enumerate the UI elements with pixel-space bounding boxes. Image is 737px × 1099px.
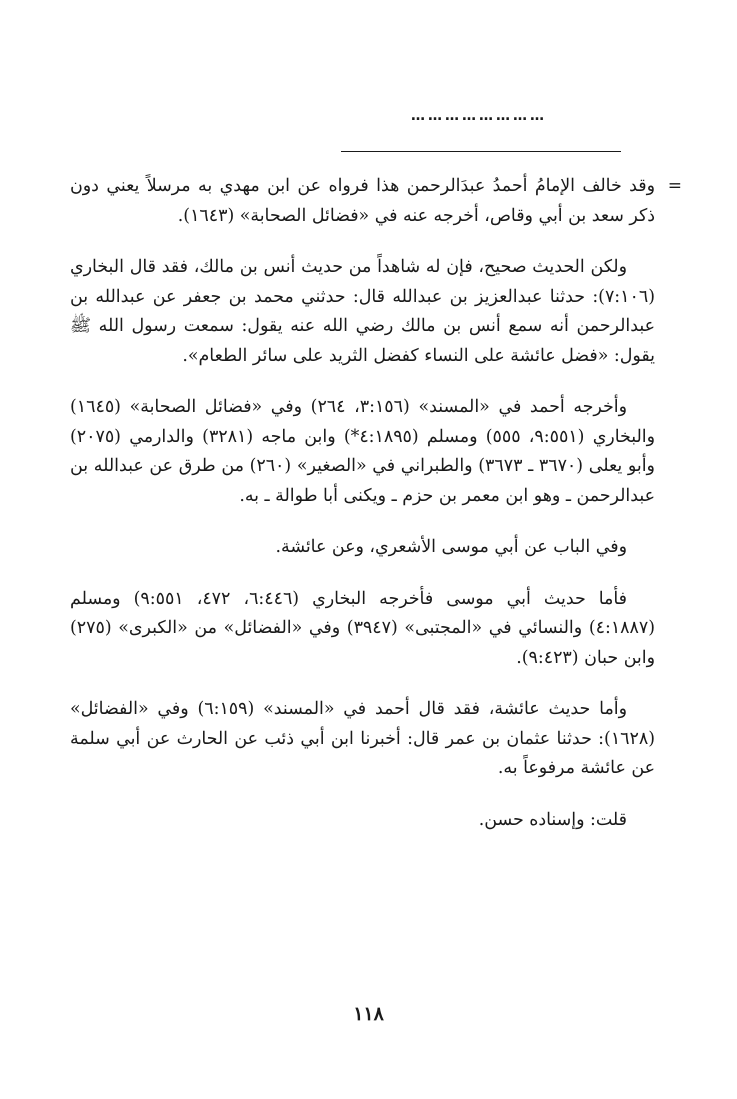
- footnote-rule: [341, 151, 621, 152]
- continuation-marker: =: [667, 176, 682, 196]
- paragraph-2: ولكن الحديث صحيح، فإن له شاهداً من حديث أنس بن مالك، فقد قال البخاري (٧:١٠٦): حدثنا عبدالعزيز بن عبدالله قال: حدثني محمد بن جعفر عن عبدالله بن عبدالرحمن أنه سمع أنس بن مالك رضي الله عنه يقول: سمعت رسول الله ﷺ يقول: «فضل عائشة على النساء كفضل الثريد على سائر الطعام».: [70, 257, 655, 366]
- page-number: ١١٨: [353, 1003, 384, 1025]
- paragraph-3: وأخرجه أحمد في «المسند» (٣:١٥٦، ٢٦٤) وفي «فضائل الصحابة» (١٦٤٥) والبخاري (٩:٥٥١، ٥٥٥) ومسلم (٤:١٨٩٥*) وابن ماجه (٣٢٨١) والدارمي (٢٠٧٥) وأبو يعلى (٣٦٧٠ ـ ٣٦٧٣) والطبراني في «الصغير» (٢٦٠) من طرق عن عبدالله بن عبدالرحمن ـ وهو ابن معمر بن حزم ـ ويكنى أبا طوالة ـ به.: [70, 397, 655, 506]
- paragraph-4: وفي الباب عن أبي موسى الأشعري، وعن عائشة.: [275, 537, 627, 557]
- paragraph-5: فأما حديث أبي موسى فأخرجه البخاري (٦:٤٤٦، ٤٧٢، ٩:٥٥١) ومسلم (٤:١٨٨٧) والنسائي في «المجتبى» (٣٩٤٧) وفي «الفضائل» من «الكبرى» (٢٧٥) وابن حبان (٩:٤٢٣).: [70, 588, 655, 668]
- paragraph-7: قلت: وإسناده حسن.: [478, 809, 627, 830]
- body-text: [70, 172, 682, 835]
- footnote-dots: ……………………: [411, 108, 547, 124]
- paragraph-1: وقد خالف الإمامُ أحمدُ عبدَالرحمن هذا فرواه عن ابن مهدي به مرسلاً يعني دون ذكر سعد بن أبي وقاص، أخرجه عنه في «فضائل الصحابة» (١٦٤٣).: [70, 176, 655, 226]
- paragraph-6: وأما حديث عائشة، فقد قال أحمد في «المسند» (٦:١٥٩) وفي «الفضائل» (١٦٢٨): حدثنا عثمان بن عمر قال: أخبرنا ابن أبي ذئب عن الحارث عن أبي سلمة عن عائشة مرفوعاً به.: [70, 699, 655, 778]
